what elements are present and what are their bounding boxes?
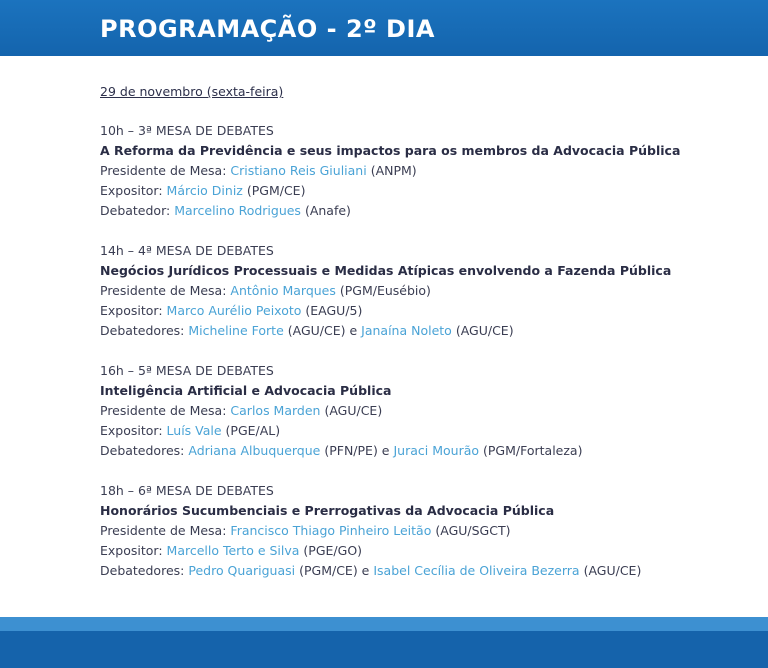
header-banner bbox=[0, 0, 768, 56]
session-title: Inteligência Artificial e Advocacia Pública bbox=[100, 383, 392, 398]
president-line bbox=[100, 281, 740, 301]
expositor-label: Expositor: bbox=[100, 543, 163, 558]
debater-name: Pedro Quariguasi bbox=[188, 563, 296, 578]
expositor-org: (PGE/AL) bbox=[225, 423, 281, 438]
session-4 bbox=[100, 241, 740, 341]
president-name: Antônio Marques bbox=[230, 283, 336, 298]
debater-org: (AGU/CE) bbox=[583, 563, 642, 578]
debater-name: Juraci Mourão bbox=[393, 443, 480, 458]
president-name: Francisco Thiago Pinheiro Leitão bbox=[230, 523, 432, 538]
session-heading: 14h – 4ª MESA DE DEBATES bbox=[100, 243, 274, 258]
debater-name: Janaína Noleto bbox=[361, 323, 452, 338]
expositor-line bbox=[100, 541, 740, 561]
session-6 bbox=[100, 481, 740, 581]
expositor-name: Márcio Diniz bbox=[166, 183, 243, 198]
debater-org: (Anafe) bbox=[304, 203, 351, 218]
debater-org: (PFN/PE) e bbox=[324, 443, 390, 458]
debater-org: (AGU/CE) e bbox=[287, 323, 358, 338]
debater-org: (AGU/CE) bbox=[455, 323, 514, 338]
debaters-line bbox=[100, 321, 740, 341]
president-org: (AGU/CE) bbox=[324, 403, 383, 418]
debater-name: Micheline Forte bbox=[188, 323, 284, 338]
expositor-line bbox=[100, 181, 740, 201]
expositor-label: Expositor: bbox=[100, 303, 163, 318]
president-line bbox=[100, 521, 740, 541]
expositor-line bbox=[100, 301, 740, 321]
expositor-org: (PGM/CE) bbox=[246, 183, 306, 198]
event-date: 29 de novembro (sexta-feira) bbox=[100, 84, 284, 99]
session-title: Negócios Jurídicos Processuais e Medidas Atípicas envolvendo a Fazenda Pública bbox=[100, 263, 672, 278]
debaters-label: Debatedor: bbox=[100, 203, 171, 218]
debaters-label: Debatedores: bbox=[100, 443, 185, 458]
expositor-name: Luís Vale bbox=[166, 423, 222, 438]
session-title: Honorários Sucumbenciais e Prerrogativas da Advocacia Pública bbox=[100, 503, 555, 518]
debaters-label: Debatedores: bbox=[100, 563, 185, 578]
footer-stripe-light bbox=[0, 617, 768, 631]
page-title: PROGRAMAÇÃO - 2º DIA bbox=[100, 15, 435, 43]
session-5 bbox=[100, 361, 740, 461]
president-label: Presidente de Mesa: bbox=[100, 523, 227, 538]
president-name: Carlos Marden bbox=[230, 403, 321, 418]
president-label: Presidente de Mesa: bbox=[100, 163, 227, 178]
program-content bbox=[100, 82, 740, 601]
expositor-org: (PGE/GO) bbox=[303, 543, 363, 558]
expositor-line bbox=[100, 421, 740, 441]
expositor-org: (EAGU/5) bbox=[305, 303, 363, 318]
president-org: (PGM/Eusébio) bbox=[339, 283, 431, 298]
expositor-name: Marcello Terto e Silva bbox=[166, 543, 300, 558]
president-org: (ANPM) bbox=[370, 163, 417, 178]
expositor-label: Expositor: bbox=[100, 183, 163, 198]
debaters-line bbox=[100, 441, 740, 461]
session-heading: 10h – 3ª MESA DE DEBATES bbox=[100, 123, 274, 138]
session-title: A Reforma da Previdência e seus impactos para os membros da Advocacia Pública bbox=[100, 143, 681, 158]
debater-name: Adriana Albuquerque bbox=[188, 443, 321, 458]
debaters-line bbox=[100, 561, 740, 581]
debaters-label: Debatedores: bbox=[100, 323, 185, 338]
debater-name: Isabel Cecília de Oliveira Bezerra bbox=[373, 563, 580, 578]
debaters-line bbox=[100, 201, 740, 221]
expositor-label: Expositor: bbox=[100, 423, 163, 438]
president-line bbox=[100, 401, 740, 421]
footer-stripe-dark bbox=[0, 631, 768, 668]
president-org: (AGU/SGCT) bbox=[435, 523, 511, 538]
president-name: Cristiano Reis Giuliani bbox=[230, 163, 367, 178]
expositor-name: Marco Aurélio Peixoto bbox=[166, 303, 302, 318]
president-line bbox=[100, 161, 740, 181]
president-label: Presidente de Mesa: bbox=[100, 403, 227, 418]
session-heading: 16h – 5ª MESA DE DEBATES bbox=[100, 363, 274, 378]
debater-name: Marcelino Rodrigues bbox=[174, 203, 301, 218]
debater-org: (PGM/CE) e bbox=[299, 563, 370, 578]
debater-org: (PGM/Fortaleza) bbox=[483, 443, 583, 458]
president-label: Presidente de Mesa: bbox=[100, 283, 227, 298]
session-3 bbox=[100, 121, 740, 221]
session-heading: 18h – 6ª MESA DE DEBATES bbox=[100, 483, 274, 498]
